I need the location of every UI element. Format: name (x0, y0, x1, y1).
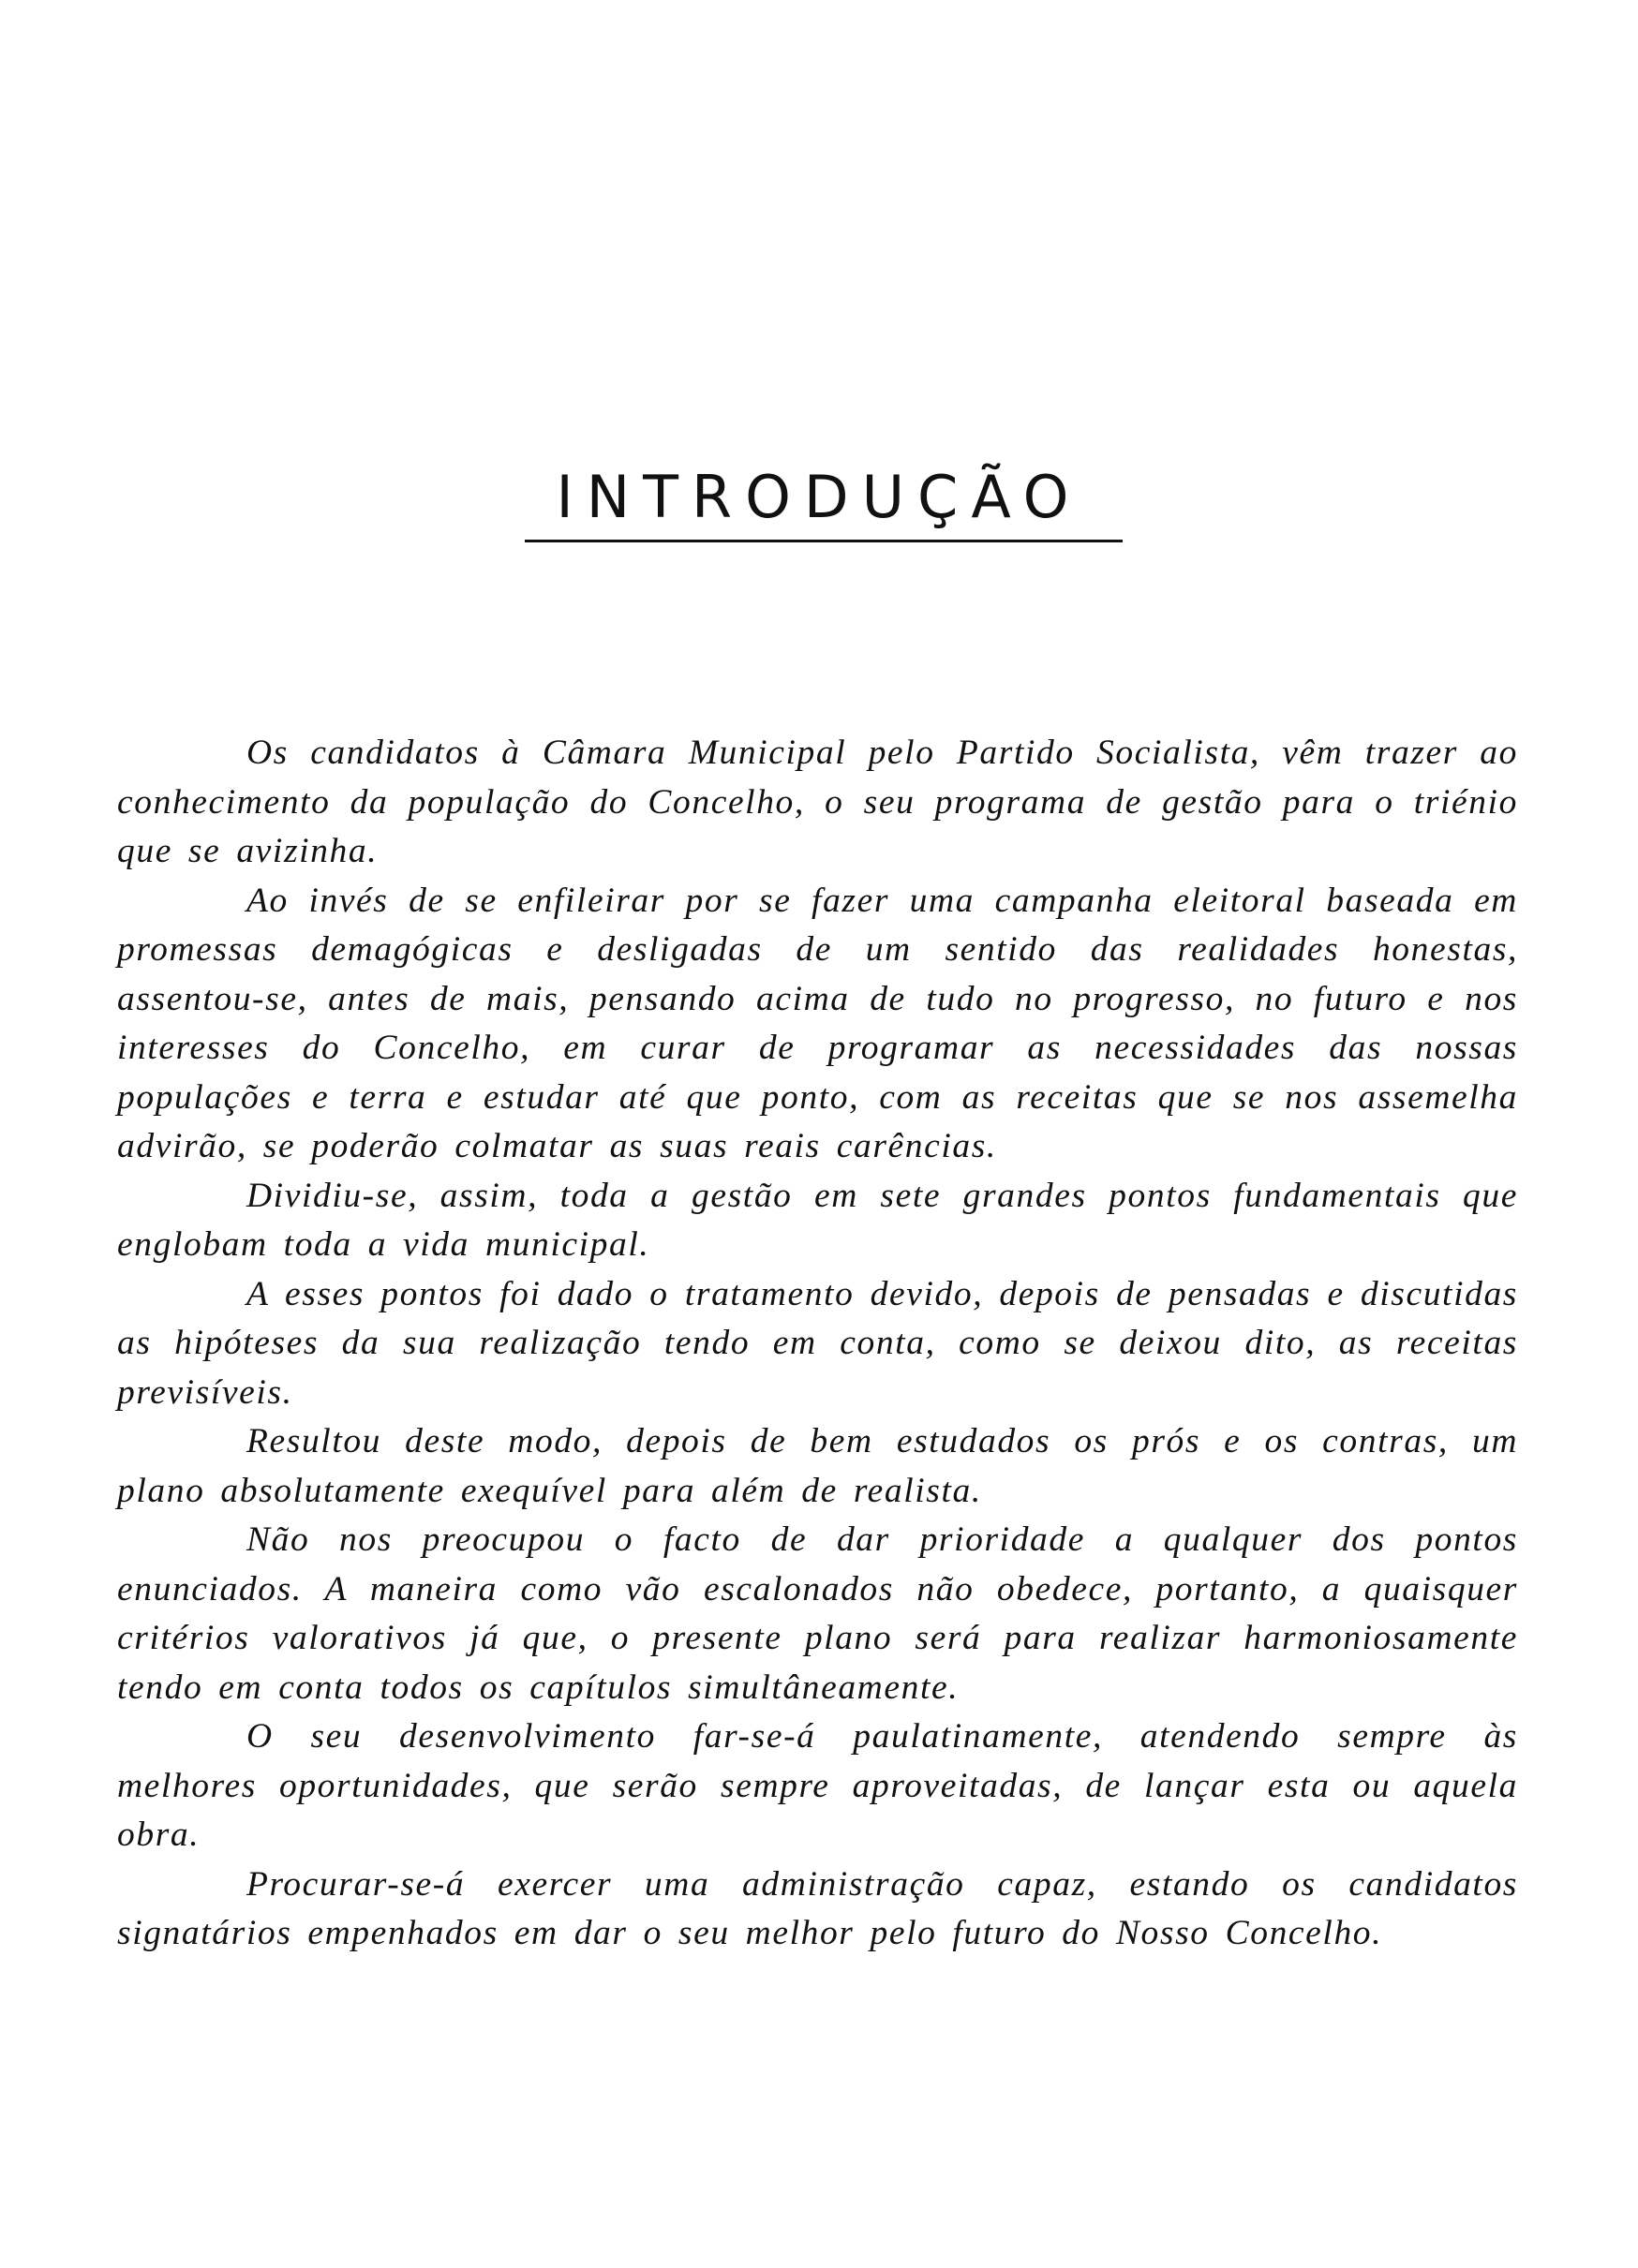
paragraph: A esses pontos foi dado o tratamento devido, depois de pensadas e discutidas as hipóteses da sua realização tendo em conta, como se deixou dito, as receitas previsíveis. (117, 1274, 1518, 1412)
paragraph: Não nos preocupou o facto de dar prioridade a qualquer dos pontos enunciados. A maneira como vão escalonados não obedece, portanto, a quaisquer critérios valorativos já que, o presente plano será para realizar harmoniosamente tendo em conta todos os capítulos simultâneamente. (117, 1520, 1518, 1707)
paragraph: O seu desenvolvimento far-se-á paulatinamente, atendendo sempre às melhores oportunidades, que serão sempre aproveitadas, de lançar esta ou aquela obra. (117, 1717, 1518, 1854)
paragraph: Ao invés de se enfileirar por se fazer uma campanha eleitoral baseada em promessas demagógicas e desligadas de um sentido das realidades honestas, assentou-se, antes de mais, pensando acima de tudo no progresso, no futuro e nos interesses do Concelho, em curar de programar as necessidades das nossas populações e terra e estudar até que ponto, com as receitas que se nos assemelha advirão, se poderão colmatar as suas reais carências. (117, 881, 1518, 1165)
paragraph: Dividiu-se, assim, toda a gestão em sete grandes pontos fundamentais que englobam toda a vida municipal. (117, 1176, 1518, 1264)
paragraph: Procurar-se-á exercer uma administração capaz, estando os candidatos signatários empenhados em dar o seu melhor pelo futuro do Nosso Concelho. (117, 1864, 1518, 1952)
paragraph: Os candidatos à Câmara Municipal pelo Partido Socialista, vêm trazer ao conhecimento da população do Concelho, o seu programa de gestão para o triénio que se avizinha. (117, 734, 1518, 870)
title-underline (525, 540, 1123, 542)
paragraph: Resultou deste modo, depois de bem estudados os prós e os contras, um plano absolutamente exequível para além de realista. (117, 1422, 1518, 1510)
introduction-body (117, 729, 1518, 1959)
page-title: INTRODUÇÃO (556, 463, 1082, 531)
